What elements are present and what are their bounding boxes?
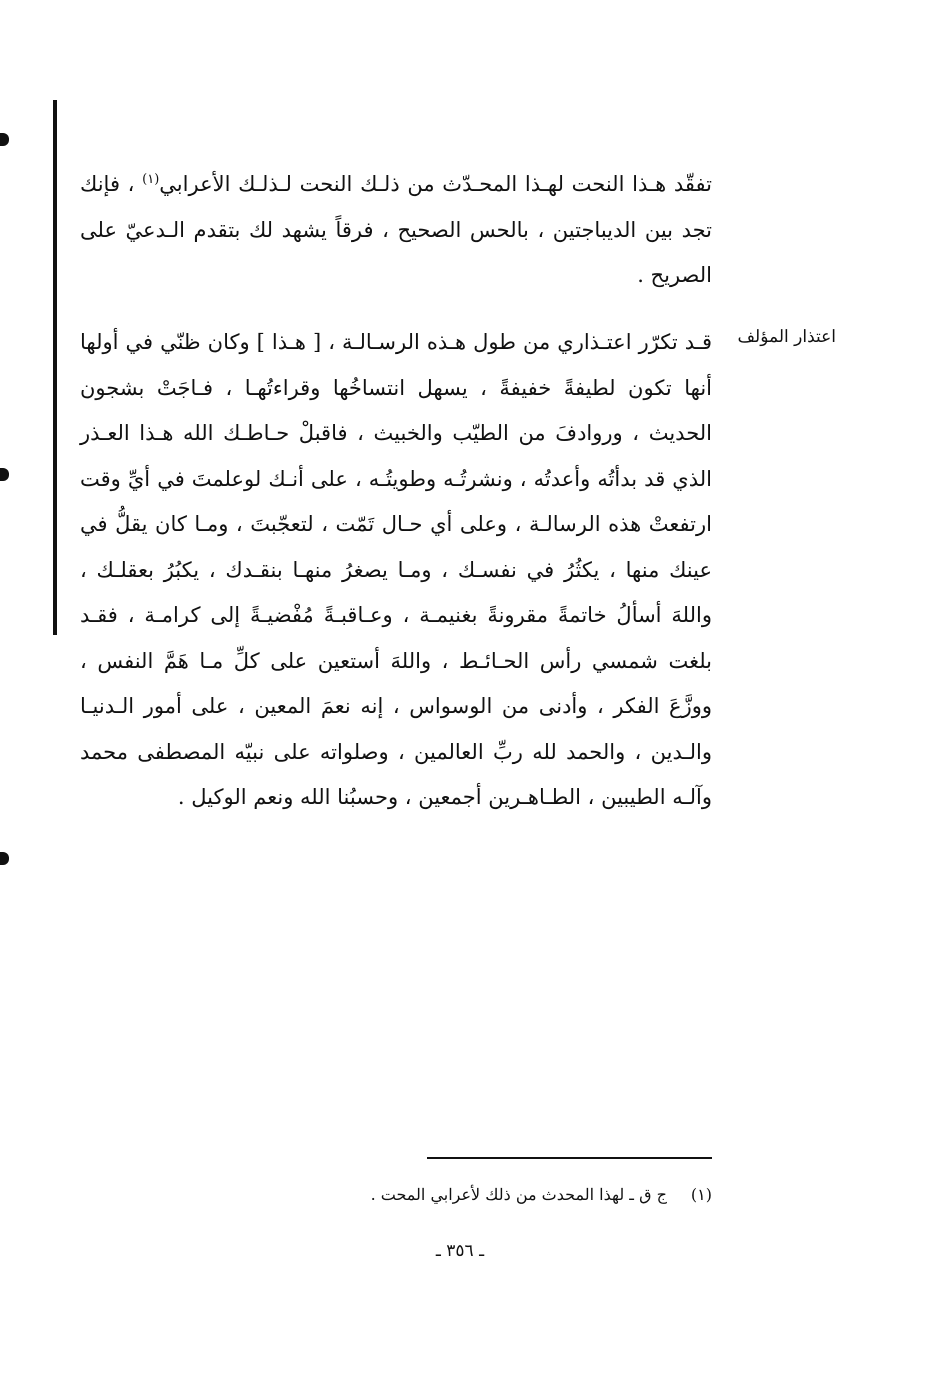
footnote-reference[interactable]: (١)	[142, 172, 160, 187]
footnote	[300, 1180, 712, 1210]
edge-mark	[0, 468, 9, 481]
paragraph-1	[80, 162, 712, 299]
paragraph-1-continuation: ، فإنك تجد بين الديباجتين ، بالحس الصحيح ، فرقاً يشهد لك بتقدم الـدعيّ على الصريح .	[80, 172, 712, 287]
margin-note: اعتذار المؤلف	[737, 327, 836, 347]
footnote-text: ج ق ـ لهذا المحدث من ذلك لأعرابي المحت .	[370, 1185, 667, 1204]
margin-vertical-rule	[53, 100, 57, 635]
edge-mark	[0, 133, 9, 146]
paragraph-1-text: تفقّد هـذا النحت لهـذا المحـدّث من ذلـك النحت لـذلـك الأعرابي	[159, 172, 712, 196]
footnote-divider	[427, 1157, 712, 1159]
paragraph-2: قـد تكرّر اعتـذاري من طول هـذه الرسـالـة ، [ هـذا ] وكان ظنّي في أولها أنها تكون لطيفةً خفيفةً ، يسهل انتساخُها وقراءتُهـا ، فـاجَتْ بشجون الحديث ، وروادفَ من الطيّب والخبيث ، فاقبلْ حـاطـك الله هـذا العـذر الذي قد بدأتُه وأعدتُه ، ونشرتُـه وطويتُـه ، على أنـك لوعلمتَ في أيِّ وقت ارتفعتْ هذه الرسالـة ، وعلى أي حـال تَمّت ، لتعجّبتَ ، ومـا كان يقلُّ في عينك منها ، يكثُرُ في نفسـك ، ومـا يصغرُ منهـا بنقـدك ، يكبُرُ بعقلـك ، واللهَ أسألُ خاتمةً مقرونةً بغنيمـة ، وعـاقبـةً مُفْضيـةً إلى كرامـة ، فقـد بلغت شمسي رأس الحـائـط ، واللهَ أستعين على كلِّ مـا هَمَّ النفس ، ووزَّعَ الفكر ، وأدنى من الوسواس ، إنه نعمَ المعين ، على أمور الـدنيـا والـدين ، والحمد لله ربِّ العالمين ، وصلواته على نبيّه المصطفى محمد وآلـه الطيبين ، الطـاهـرين أجمعين ، وحسبُنا الله ونعم الوكيل .	[80, 330, 712, 809]
footnote-number: (١)	[690, 1185, 712, 1204]
edge-mark	[0, 852, 9, 865]
page-number: ـ ٣٥٦ ـ	[435, 1241, 485, 1261]
